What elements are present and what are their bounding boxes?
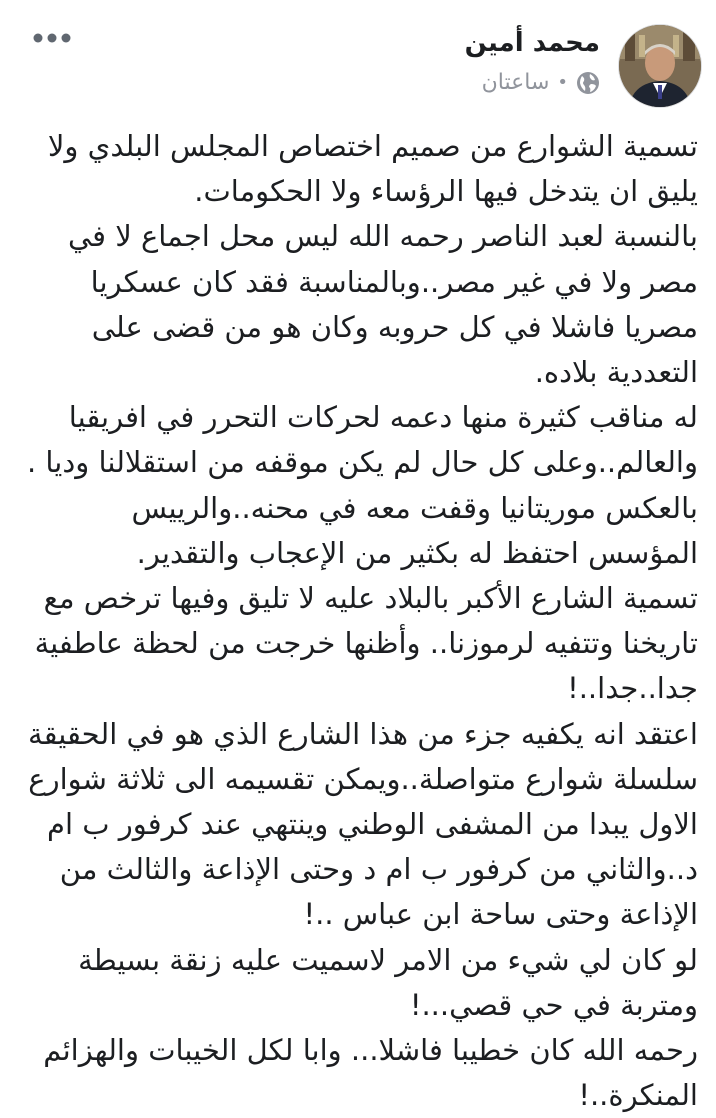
post-header <box>0 0 716 118</box>
post-paragraph: رحمه الله كان خطيبا فاشلا... وابا لكل الخيبات والهزائم المنكرة..! <box>43 1033 698 1113</box>
post-paragraph: اعتقد انه يكفيه جزء من هذا الشارع الذي هو في الحقيقة سلسلة شوارع متواصلة..ويمكن تقسيمه الى ثلاثة شوارع الاول يبدا من المشفى الوطني وينتهي عند كرفور ب ام د..والثاني من كرفور ب ام د وحتى الإذاعة والثالث من الإذاعة وحتى ساحة ابن عباس ..! <box>28 716 698 932</box>
post-paragraph: تسمية الشارع الأكبر بالبلاد عليه لا تليق وفيها ترخص مع تاريخنا وتتفيه لرموزنا.. وأظنها خرجت من لحظة عاطفية جدا..جدا..! <box>34 581 698 706</box>
post-paragraph: بالنسبة لعبد الناصر رحمه الله ليس محل اجماع لا في مصر ولا في غير مصر..وبالمناسبة فقد كان عسكريا مصريا فاشلا في كل حروبه وكان هو من قضى على التعددية بلاده. <box>67 219 698 390</box>
author-name[interactable]: محمد أمين <box>464 28 600 58</box>
post-paragraph: له مناقب كثيرة منها دعمه لحركات التحرر في افريقيا والعالم..وعلى كل حال لم يكن موقفه من استقلالنا وديا . <box>27 400 698 480</box>
post-paragraph: تسمية الشوارع من صميم اختصاص المجلس البلدي ولا يليق ان يتدخل فيها الرؤساء ولا الحكومات. <box>47 129 698 209</box>
post-paragraph: لو كان لي شيء من الامر لاسميت عليه زنقة بسيطة ومتربة في حي قصي...! <box>78 942 698 1022</box>
avatar-photo <box>619 25 701 107</box>
more-options-button[interactable] <box>30 26 74 50</box>
post-paragraph: بالعكس موريتانيا وقفت معه في محنه..والرييس المؤسس احتفظ له بكثير من الإعجاب والتقدير. <box>131 490 698 570</box>
globe-icon[interactable] <box>576 71 600 95</box>
author-avatar[interactable] <box>618 24 702 108</box>
meta-separator: • <box>557 72 568 93</box>
post-body <box>22 124 698 1118</box>
post-meta <box>482 68 600 98</box>
more-horizontal-icon <box>30 26 74 50</box>
post-timestamp[interactable]: ساعتان <box>481 70 550 95</box>
